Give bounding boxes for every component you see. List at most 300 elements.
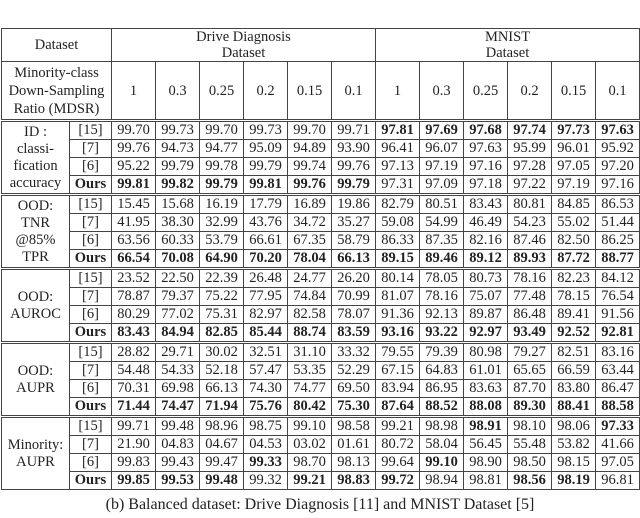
value-cell: 78.05: [420, 269, 464, 288]
value-cell: 99.76: [288, 176, 332, 195]
mdsr-ratio-header: 0.2: [508, 62, 552, 121]
method-ref: [7]: [70, 436, 112, 454]
metric-label-line: OOD:: [17, 362, 54, 379]
value-cell: 66.59: [552, 362, 596, 380]
method-ref: [6]: [70, 306, 112, 324]
value-cell: 87.70: [508, 380, 552, 398]
value-cell: 97.18: [464, 176, 508, 195]
value-cell: 99.79: [244, 158, 288, 176]
value-cell: 96.41: [376, 140, 420, 158]
metric-label: [2, 417, 70, 490]
method-ref: [15]: [70, 121, 112, 140]
value-cell: 99.79: [156, 158, 200, 176]
value-cell: 74.47: [156, 398, 200, 417]
metric-label-line: Minority:: [7, 436, 64, 453]
value-cell: 74.30: [244, 380, 288, 398]
table-row: [2, 250, 640, 269]
value-cell: 54.23: [508, 214, 552, 232]
value-cell: 67.35: [288, 232, 332, 250]
value-cell: 56.45: [464, 436, 508, 454]
value-cell: 80.51: [420, 195, 464, 214]
value-cell: 75.76: [244, 398, 288, 417]
mdsr-ratio-header: 0.3: [156, 62, 200, 121]
metric-label-line: AUPR: [16, 453, 55, 470]
mdsr-ratio-header: 0.25: [464, 62, 508, 121]
value-cell: 97.28: [508, 158, 552, 176]
mdsr-ratio-header: 1: [376, 62, 420, 121]
value-cell: 54.48: [112, 362, 156, 380]
value-cell: 86.95: [420, 380, 464, 398]
value-cell: 61.01: [464, 362, 508, 380]
value-cell: 21.90: [112, 436, 156, 454]
value-cell: 99.48: [200, 472, 244, 490]
value-cell: 98.15: [552, 454, 596, 472]
value-cell: 31.10: [288, 343, 332, 362]
value-cell: 78.16: [420, 288, 464, 306]
value-cell: 95.22: [112, 158, 156, 176]
value-cell: 98.91: [464, 417, 508, 436]
value-cell: 60.33: [156, 232, 200, 250]
table-row: [2, 454, 640, 472]
value-cell: 64.83: [420, 362, 464, 380]
value-cell: 92.52: [552, 324, 596, 343]
mdsr-header: [2, 62, 112, 121]
value-cell: 74.84: [288, 288, 332, 306]
table-row: [2, 176, 640, 195]
method-ref: [6]: [70, 158, 112, 176]
value-cell: 88.58: [596, 398, 640, 417]
value-cell: 97.16: [596, 176, 640, 195]
value-cell: 57.47: [244, 362, 288, 380]
value-cell: 80.73: [464, 269, 508, 288]
metric-label-line: fication: [13, 157, 58, 174]
value-cell: 89.41: [552, 306, 596, 324]
value-cell: 41.95: [112, 214, 156, 232]
value-cell: 38.30: [156, 214, 200, 232]
value-cell: 66.54: [112, 250, 156, 269]
value-cell: 95.92: [596, 140, 640, 158]
value-cell: 84.94: [156, 324, 200, 343]
value-cell: 97.63: [464, 140, 508, 158]
value-cell: 69.98: [156, 380, 200, 398]
mdsr-ratio-header: 0.3: [420, 62, 464, 121]
value-cell: 03.02: [288, 436, 332, 454]
value-cell: 99.71: [332, 121, 376, 140]
value-cell: 98.70: [288, 454, 332, 472]
value-cell: 97.19: [552, 176, 596, 195]
drive-diagnosis-header: [112, 29, 376, 62]
mdsr-label-line: Minority-class: [14, 64, 99, 81]
value-cell: 16.89: [288, 195, 332, 214]
value-cell: 80.42: [288, 398, 332, 417]
metric-group: [2, 121, 640, 195]
value-cell: 75.31: [200, 306, 244, 324]
method-ref: [6]: [70, 380, 112, 398]
value-cell: 83.43: [464, 195, 508, 214]
metric-group: [2, 343, 640, 417]
metric-label-line: ID :: [24, 123, 47, 140]
table-row: [2, 380, 640, 398]
value-cell: 77.95: [244, 288, 288, 306]
value-cell: 99.74: [288, 158, 332, 176]
method-ref: [15]: [70, 195, 112, 214]
value-cell: 84.12: [596, 269, 640, 288]
value-cell: 58.79: [332, 232, 376, 250]
metric-label-line: AUROC: [10, 305, 61, 322]
value-cell: 87.35: [420, 232, 464, 250]
value-cell: 99.53: [156, 472, 200, 490]
value-cell: 32.51: [244, 343, 288, 362]
metric-label-line: OOD:: [17, 197, 54, 214]
value-cell: 99.76: [112, 140, 156, 158]
value-cell: 89.30: [508, 398, 552, 417]
value-cell: 82.85: [200, 324, 244, 343]
value-cell: 99.70: [112, 121, 156, 140]
value-cell: 93.22: [420, 324, 464, 343]
method-ref: [15]: [70, 417, 112, 436]
group-title-line: MNIST: [484, 29, 531, 45]
value-cell: 80.98: [464, 343, 508, 362]
value-cell: 51.44: [596, 214, 640, 232]
value-cell: 82.16: [464, 232, 508, 250]
method-ref: [15]: [70, 269, 112, 288]
value-cell: 88.52: [420, 398, 464, 417]
value-cell: 70.08: [156, 250, 200, 269]
value-cell: 91.36: [376, 306, 420, 324]
value-cell: 98.81: [464, 472, 508, 490]
value-cell: 89.87: [464, 306, 508, 324]
dataset-header: Dataset: [2, 29, 112, 62]
value-cell: 92.97: [464, 324, 508, 343]
value-cell: 71.44: [112, 398, 156, 417]
value-cell: 91.56: [596, 306, 640, 324]
value-cell: 98.83: [332, 472, 376, 490]
value-cell: 86.48: [508, 306, 552, 324]
value-cell: 84.85: [552, 195, 596, 214]
value-cell: 98.19: [552, 472, 596, 490]
value-cell: 98.90: [464, 454, 508, 472]
value-cell: 71.94: [200, 398, 244, 417]
metric-group: [2, 269, 640, 343]
value-cell: 77.48: [508, 288, 552, 306]
value-cell: 46.49: [464, 214, 508, 232]
value-cell: 33.32: [332, 343, 376, 362]
value-cell: 29.71: [156, 343, 200, 362]
mdsr-label-line: Down-Sampling: [8, 82, 105, 99]
value-cell: 99.73: [156, 121, 200, 140]
value-cell: 19.86: [332, 195, 376, 214]
value-cell: 74.77: [288, 380, 332, 398]
mdsr-ratio-header: 1: [112, 62, 156, 121]
value-cell: 87.72: [552, 250, 596, 269]
value-cell: 26.20: [332, 269, 376, 288]
header-row-mdsr: [2, 62, 640, 121]
value-cell: 99.81: [244, 176, 288, 195]
method-ref: Ours: [70, 472, 112, 490]
value-cell: 83.59: [332, 324, 376, 343]
value-cell: 34.72: [288, 214, 332, 232]
value-cell: 98.56: [508, 472, 552, 490]
value-cell: 95.99: [508, 140, 552, 158]
value-cell: 97.13: [376, 158, 420, 176]
table-row: [2, 472, 640, 490]
value-cell: 86.47: [596, 380, 640, 398]
value-cell: 97.16: [464, 158, 508, 176]
value-cell: 22.39: [200, 269, 244, 288]
value-cell: 80.14: [376, 269, 420, 288]
value-cell: 99.70: [288, 121, 332, 140]
method-ref: [7]: [70, 140, 112, 158]
value-cell: 99.33: [244, 454, 288, 472]
method-ref: [7]: [70, 288, 112, 306]
table-row: [2, 398, 640, 417]
value-cell: 98.58: [332, 417, 376, 436]
method-ref: [6]: [70, 232, 112, 250]
value-cell: 99.21: [376, 417, 420, 436]
value-cell: 17.79: [244, 195, 288, 214]
value-cell: 75.22: [200, 288, 244, 306]
value-cell: 93.16: [376, 324, 420, 343]
value-cell: 86.53: [596, 195, 640, 214]
value-cell: 65.65: [508, 362, 552, 380]
metric-label: [2, 195, 70, 269]
value-cell: 99.79: [200, 176, 244, 195]
value-cell: 67.15: [376, 362, 420, 380]
value-cell: 53.35: [288, 362, 332, 380]
method-ref: Ours: [70, 250, 112, 269]
results-table: [1, 28, 640, 490]
method-ref: Ours: [70, 324, 112, 343]
table-row: [2, 306, 640, 324]
value-cell: 78.15: [552, 288, 596, 306]
value-cell: 97.20: [596, 158, 640, 176]
metric-label: [2, 269, 70, 343]
value-cell: 83.80: [552, 380, 596, 398]
group-title-line: Drive Diagnosis: [196, 29, 291, 45]
value-cell: 96.07: [420, 140, 464, 158]
table-row: [2, 195, 640, 214]
value-cell: 04.53: [244, 436, 288, 454]
value-cell: 80.29: [112, 306, 156, 324]
value-cell: 99.72: [376, 472, 420, 490]
value-cell: 95.09: [244, 140, 288, 158]
value-cell: 69.50: [332, 380, 376, 398]
value-cell: 99.79: [332, 176, 376, 195]
value-cell: 99.82: [156, 176, 200, 195]
value-cell: 04.67: [200, 436, 244, 454]
value-cell: 82.50: [552, 232, 596, 250]
value-cell: 99.48: [156, 417, 200, 436]
value-cell: 83.43: [112, 324, 156, 343]
value-cell: 70.20: [244, 250, 288, 269]
value-cell: 63.56: [112, 232, 156, 250]
value-cell: 97.81: [376, 121, 420, 140]
value-cell: 99.78: [200, 158, 244, 176]
value-cell: 15.68: [156, 195, 200, 214]
value-cell: 94.73: [156, 140, 200, 158]
value-cell: 97.05: [596, 454, 640, 472]
value-cell: 58.04: [420, 436, 464, 454]
value-cell: 82.97: [244, 306, 288, 324]
table-row: [2, 324, 640, 343]
method-ref: [6]: [70, 454, 112, 472]
method-ref: [15]: [70, 343, 112, 362]
value-cell: 97.74: [508, 121, 552, 140]
mdsr-label-line: Ratio (MDSR): [13, 100, 100, 117]
metric-group: [2, 417, 640, 490]
value-cell: 96.81: [596, 472, 640, 490]
value-cell: 87.64: [376, 398, 420, 417]
value-cell: 55.02: [552, 214, 596, 232]
value-cell: 99.70: [200, 121, 244, 140]
value-cell: 78.04: [288, 250, 332, 269]
value-cell: 70.31: [112, 380, 156, 398]
table-row: [2, 269, 640, 288]
mdsr-ratio-header: 0.15: [552, 62, 596, 121]
mdsr-ratio-header: 0.25: [200, 62, 244, 121]
value-cell: 54.99: [420, 214, 464, 232]
value-cell: 97.69: [420, 121, 464, 140]
value-cell: 55.48: [508, 436, 552, 454]
value-cell: 99.83: [112, 454, 156, 472]
group-title-line: Dataset: [485, 45, 530, 61]
table-row: [2, 436, 640, 454]
value-cell: 22.50: [156, 269, 200, 288]
value-cell: 87.46: [508, 232, 552, 250]
value-cell: 66.13: [200, 380, 244, 398]
method-ref: [7]: [70, 214, 112, 232]
value-cell: 98.75: [244, 417, 288, 436]
value-cell: 88.77: [596, 250, 640, 269]
value-cell: 89.93: [508, 250, 552, 269]
value-cell: 92.81: [596, 324, 640, 343]
value-cell: 98.13: [332, 454, 376, 472]
metric-label-line: TPR: [22, 248, 49, 265]
table-row: [2, 362, 640, 380]
value-cell: 96.01: [552, 140, 596, 158]
value-cell: 26.48: [244, 269, 288, 288]
value-cell: 79.27: [508, 343, 552, 362]
value-cell: 98.98: [420, 417, 464, 436]
value-cell: 35.27: [332, 214, 376, 232]
value-cell: 76.54: [596, 288, 640, 306]
value-cell: 59.08: [376, 214, 420, 232]
group-title-line: Dataset: [221, 45, 266, 61]
value-cell: 28.82: [112, 343, 156, 362]
table-row: [2, 140, 640, 158]
metric-label: [2, 121, 70, 195]
value-cell: 70.99: [332, 288, 376, 306]
value-cell: 80.81: [508, 195, 552, 214]
value-cell: 78.87: [112, 288, 156, 306]
table-row: [2, 214, 640, 232]
value-cell: 81.07: [376, 288, 420, 306]
metric-label-line: AUPR: [16, 379, 55, 396]
value-cell: 53.82: [552, 436, 596, 454]
method-ref: Ours: [70, 176, 112, 195]
table-row: [2, 417, 640, 436]
value-cell: 24.77: [288, 269, 332, 288]
value-cell: 82.58: [288, 306, 332, 324]
value-cell: 41.66: [596, 436, 640, 454]
value-cell: 99.21: [288, 472, 332, 490]
value-cell: 30.02: [200, 343, 244, 362]
value-cell: 66.13: [332, 250, 376, 269]
value-cell: 99.10: [288, 417, 332, 436]
value-cell: 82.51: [552, 343, 596, 362]
value-cell: 23.52: [112, 269, 156, 288]
mdsr-ratio-header: 0.2: [244, 62, 288, 121]
value-cell: 86.33: [376, 232, 420, 250]
value-cell: 97.19: [420, 158, 464, 176]
value-cell: 99.71: [112, 417, 156, 436]
method-ref: [7]: [70, 362, 112, 380]
value-cell: 99.32: [244, 472, 288, 490]
value-cell: 97.22: [508, 176, 552, 195]
value-cell: 83.16: [596, 343, 640, 362]
value-cell: 97.33: [596, 417, 640, 436]
value-cell: 93.49: [508, 324, 552, 343]
value-cell: 97.05: [552, 158, 596, 176]
value-cell: 80.72: [376, 436, 420, 454]
mdsr-ratio-header: 0.1: [596, 62, 640, 121]
mdsr-ratio-header: 0.1: [332, 62, 376, 121]
value-cell: 89.15: [376, 250, 420, 269]
value-cell: 89.46: [420, 250, 464, 269]
value-cell: 94.77: [200, 140, 244, 158]
header-row-datasets: [2, 29, 640, 62]
value-cell: 54.33: [156, 362, 200, 380]
value-cell: 99.43: [156, 454, 200, 472]
value-cell: 98.10: [508, 417, 552, 436]
value-cell: 98.94: [420, 472, 464, 490]
metric-label-line: @85%: [15, 231, 56, 248]
table-row: [2, 158, 640, 176]
value-cell: 88.08: [464, 398, 508, 417]
value-cell: 79.55: [376, 343, 420, 362]
table-row: [2, 288, 640, 306]
value-cell: 85.44: [244, 324, 288, 343]
value-cell: 99.10: [420, 454, 464, 472]
value-cell: 32.99: [200, 214, 244, 232]
value-cell: 52.29: [332, 362, 376, 380]
metric-label-line: OOD:: [17, 288, 54, 305]
value-cell: 88.74: [288, 324, 332, 343]
value-cell: 04.83: [156, 436, 200, 454]
value-cell: 79.37: [156, 288, 200, 306]
value-cell: 63.44: [596, 362, 640, 380]
value-cell: 53.79: [200, 232, 244, 250]
value-cell: 97.68: [464, 121, 508, 140]
value-cell: 89.12: [464, 250, 508, 269]
value-cell: 93.90: [332, 140, 376, 158]
value-cell: 92.13: [420, 306, 464, 324]
value-cell: 78.07: [332, 306, 376, 324]
value-cell: 66.61: [244, 232, 288, 250]
value-cell: 97.63: [596, 121, 640, 140]
value-cell: 99.81: [112, 176, 156, 195]
value-cell: 43.76: [244, 214, 288, 232]
table-caption: (b) Balanced dataset: Drive Diagnosis [11] and MNIST Dataset [5]: [105, 496, 535, 513]
value-cell: 15.45: [112, 195, 156, 214]
value-cell: 75.07: [464, 288, 508, 306]
metric-label-line: TNR: [21, 214, 50, 231]
value-cell: 64.90: [200, 250, 244, 269]
metric-group: [2, 195, 640, 269]
value-cell: 99.85: [112, 472, 156, 490]
table-row: [2, 343, 640, 362]
value-cell: 82.79: [376, 195, 420, 214]
